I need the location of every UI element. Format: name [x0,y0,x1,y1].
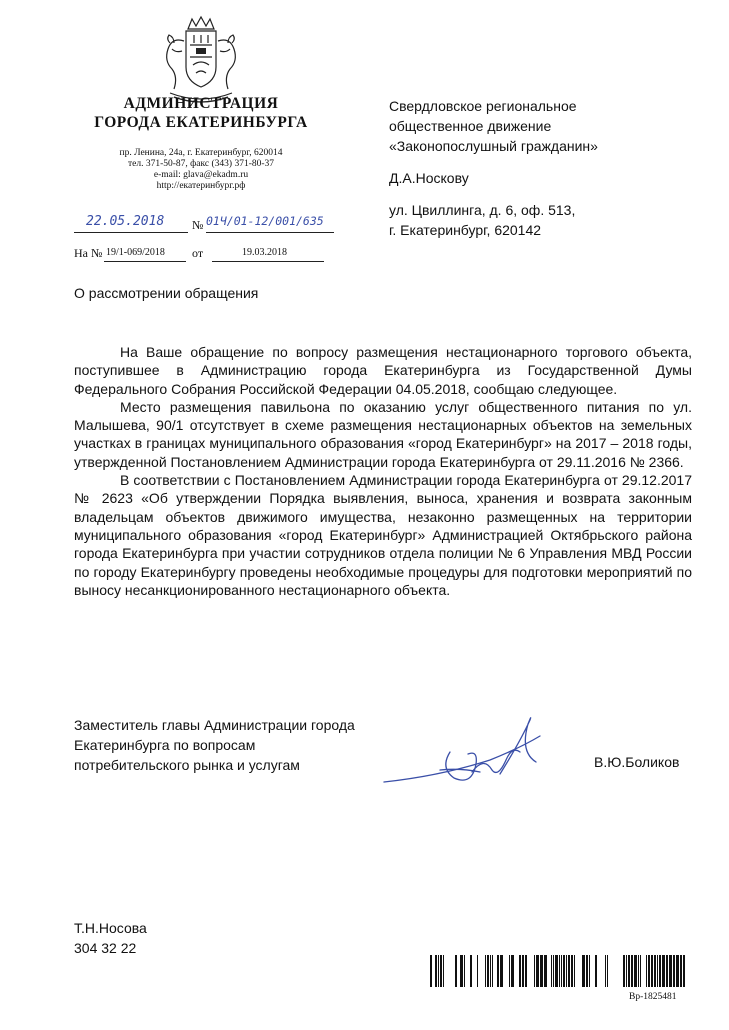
org-phone: тел. 371-50-87, факс (343) 371-80-37 [127,159,275,169]
signatory-position-line3: потребительского рынка и услугам [74,757,300,773]
executor-phone: 304 32 22 [74,940,137,956]
letter-body [74,343,692,599]
addressee-org-line3: «Законопослушный гражданин» [389,138,598,154]
organization-contacts [96,148,306,192]
coat-of-arms-icon [160,15,242,103]
signatory-name: В.Ю.Боликов [594,754,680,770]
letter-subject: О рассмотрении обращения [74,285,259,301]
outgoing-number-label: № [192,218,204,232]
org-address: пр. Ленина, 24а, г. Екатеринбург, 620014 [119,148,283,158]
addressee-person: Д.А.Носкову [389,170,469,186]
signatory-position [74,715,394,775]
addressee-org-line2: общественное движение [389,118,552,134]
executor-block [74,918,147,958]
addressee-street: ул. Цвиллинга, д. 6, оф. 513, [389,202,576,218]
executor-name: Т.Н.Носова [74,920,147,936]
reference-label: На № [74,246,103,260]
organization-name [60,94,342,132]
org-name-line2: ГОРОДА ЕКАТЕРИНБУРГА [94,114,308,131]
outgoing-date-line [74,216,188,233]
reference-date-line [212,245,324,262]
outgoing-number: 01Ч/01-12/001/635 [206,214,324,228]
addressee-city: г. Екатеринбург, 620142 [389,222,542,238]
reference-from-label: от [192,246,204,260]
reference-date: 19.03.2018 [242,247,287,258]
reference-number: 19/1-069/2018 [106,247,165,258]
reference-number-line [104,245,186,262]
org-website: http://екатеринбург.рф [156,181,246,191]
org-name-line1: АДМИНИСТРАЦИЯ [123,95,279,112]
signature-icon [380,712,552,796]
signatory-position-line1: Заместитель главы Администрации города [74,717,355,733]
addressee-block [389,96,709,240]
barcode-icon [430,955,688,987]
body-paragraph-2: Место размещения павильона по оказанию услуг общественного питания по ул. Малышева, 90/1 отсутствует в схеме размещения нестационарных объектов на земельных участках в границах муниципального образования «город Екатеринбург» на 2017 – 2018 годы, утвержденной Постановлением Администрации города Екатеринбурга от 29.11.2016 № 2366. [74,398,692,470]
outgoing-date: 22.05.2018 [86,214,165,229]
outgoing-number-line [206,216,334,233]
document-number: Вр-1825481 [629,992,677,1002]
org-email: e-mail: glava@ekadm.ru [153,170,249,180]
signatory-position-line2: Екатеринбурга по вопросам [74,737,256,753]
addressee-org-line1: Свердловское региональное [389,98,577,114]
body-paragraph-1: На Ваше обращение по вопросу размещения нестационарного торгового объекта, поступившее в Администрацию города Екатеринбурга из Государственной Думы Федерального Собрания Российской Федерации 04.05.2018, сообщаю следующее. [74,344,692,397]
body-paragraph-3: В соответствии с Постановлением Администрации города Екатеринбурга от 29.12.2017 № 2623 «Об утверждении Порядка выявления, выноса, хранения и возврата законным владельцам объектов движимого имущества, незаконно размещенных на территории муниципального образования «город Екатеринбург» Администрацией Октябрьского района города Екатеринбурга при участии сотрудников отдела полиции № 6 Управления МВД России по городу Екатеринбургу проведены необходимые процедуры для подготовки мероприятий по выносу несанкционированного нестационарного объекта. [74,472,692,598]
